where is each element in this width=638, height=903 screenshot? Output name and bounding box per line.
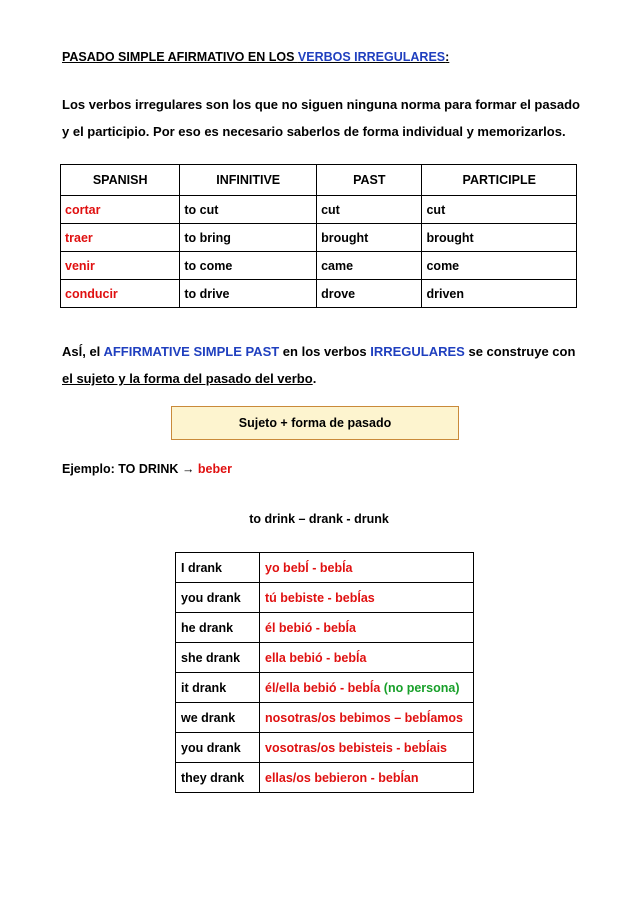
spanish-cell: [260, 673, 474, 703]
english-cell: you drank: [176, 733, 260, 763]
intro-paragraph: [62, 91, 580, 145]
intro-line-1: Los verbos irregulares son los que no siguen ninguna norma para formar el pasado: [62, 97, 580, 112]
table-row: [176, 553, 474, 583]
table-row: [176, 733, 474, 763]
table-row: [176, 703, 474, 733]
heading-part1: PASADO SIMPLE AFIRMATIVO EN LOS: [62, 50, 298, 64]
past-cell: cut: [317, 196, 422, 224]
rule-affirmative-simple-past: AFFIRMATIVE SIMPLE PAST: [103, 344, 280, 359]
table-row: [61, 224, 577, 252]
english-cell: they drank: [176, 763, 260, 793]
header-spanish: SPANISH: [61, 165, 180, 196]
rule-line-2: [62, 365, 575, 392]
english-cell: you drank: [176, 583, 260, 613]
table-row: [176, 613, 474, 643]
table-row: [176, 763, 474, 793]
spanish-cell: vosotras/os bebisteis - bebĺais: [260, 733, 474, 763]
spanish-cell: tú bebiste - bebĺas: [260, 583, 474, 613]
past-cell: brought: [317, 224, 422, 252]
arrow-icon: →: [181, 462, 195, 476]
table-row: [61, 280, 577, 308]
english-cell: I drank: [176, 553, 260, 583]
spanish-text: él/ella bebió - bebĺa: [265, 680, 384, 695]
past-cell: came: [317, 252, 422, 280]
intro-line-2: y el participio. Por eso es necesario saberlos de forma individual y memorizarlos.: [62, 124, 566, 139]
english-cell: he drank: [176, 613, 260, 643]
rule-text-e: se construye con: [464, 344, 576, 359]
participle-cell: driven: [422, 280, 577, 308]
note-text: (no persona): [383, 680, 460, 695]
rule-period: .: [312, 371, 317, 386]
spanish-cell: él bebió - bebĺa: [260, 613, 474, 643]
rule-paragraph: [62, 338, 575, 392]
participle-cell: come: [422, 252, 577, 280]
table-row: [61, 196, 577, 224]
infinitive-cell: to drive: [180, 280, 317, 308]
rule-underlined-text: el sujeto y la forma del pasado del verbo: [62, 371, 313, 386]
irregular-verbs-table: [60, 164, 577, 308]
past-cell: drove: [317, 280, 422, 308]
drink-conjugation-table: [175, 552, 474, 793]
spanish-cell: cortar: [61, 196, 180, 224]
rule-text-c: en los verbos: [279, 344, 371, 359]
spanish-cell: traer: [61, 224, 180, 252]
english-cell: it drank: [176, 673, 260, 703]
formula-text: Sujeto + forma de pasado: [238, 416, 392, 430]
spanish-cell: ella bebió - bebĺa: [260, 643, 474, 673]
spanish-cell: yo bebĺ - bebĺa: [260, 553, 474, 583]
rule-line-1: [62, 338, 575, 365]
formula-box: [171, 406, 459, 440]
header-participle: PARTICIPLE: [422, 165, 577, 196]
verb-forms-line: to drink – drank - drunk: [249, 512, 389, 526]
header-infinitive: INFINITIVE: [180, 165, 317, 196]
example-label: Ejemplo: TO DRINK: [62, 462, 179, 476]
example-line: [62, 462, 232, 476]
spanish-cell: venir: [61, 252, 180, 280]
page-heading: [62, 50, 449, 64]
header-past: PAST: [317, 165, 422, 196]
table-row: [61, 252, 577, 280]
heading-highlight: VERBOS IRREGULARES: [297, 50, 446, 64]
spanish-cell: conducir: [61, 280, 180, 308]
table-row: [176, 583, 474, 613]
example-translation: beber: [197, 462, 232, 476]
table-header-row: [61, 165, 577, 196]
table-row: [176, 643, 474, 673]
infinitive-cell: to bring: [180, 224, 317, 252]
participle-cell: cut: [422, 196, 577, 224]
english-cell: she drank: [176, 643, 260, 673]
participle-cell: brought: [422, 224, 577, 252]
infinitive-cell: to cut: [180, 196, 317, 224]
spanish-cell: nosotras/os bebimos – bebĺamos: [260, 703, 474, 733]
infinitive-cell: to come: [180, 252, 317, 280]
rule-irregulares: IRREGULARES: [370, 344, 465, 359]
rule-text-a: Asĺ, el: [62, 344, 104, 359]
heading-colon: :: [445, 50, 450, 64]
table-row: [176, 673, 474, 703]
spanish-cell: ellas/os bebieron - bebĺan: [260, 763, 474, 793]
english-cell: we drank: [176, 703, 260, 733]
